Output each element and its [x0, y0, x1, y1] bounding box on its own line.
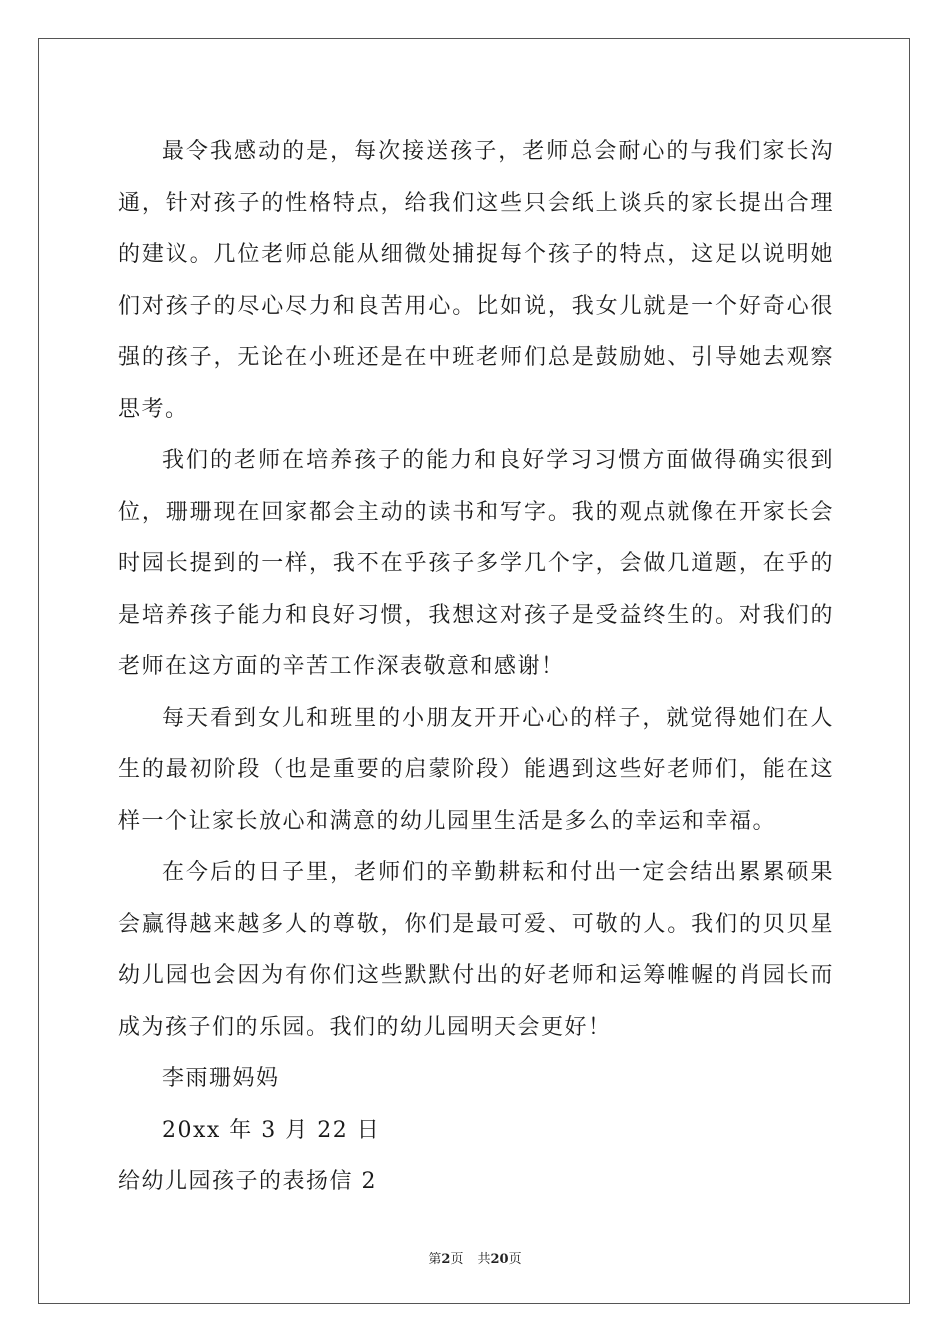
paragraph-1: 最令我感动的是，每次接送孩子，老师总会耐心的与我们家长沟通，针对孩子的性格特点，给我们这些只会纸上谈兵的家长提出合理的建议。几位老师总能从细微处捕捉每个孩子的特点，这足以说明她们对孩子的尽心尽力和良苦用心。比如说，我女儿就是一个好奇心很强的孩子，无论在小班还是在中班老师们总是鼓励她、引导她去观察思考。 [118, 139, 834, 422]
document-body [118, 126, 834, 1208]
total-suffix: 页 [508, 1252, 522, 1267]
total-pages: 20 [490, 1252, 509, 1267]
signature-name: 李雨珊妈妈 [162, 1066, 280, 1091]
page-current: 2 [441, 1252, 451, 1267]
next-letter-title: 给幼儿园孩子的表扬信 2 [118, 1169, 377, 1194]
paragraph-2: 我们的老师在培养孩子的能力和良好学习习惯方面做得确实很到位，珊珊现在回家都会主动的读书和写字。我的观点就像在开家长会时园长提到的一样，我不在乎孩子多学几个字，会做几道题，在乎的是培养孩子能力和良好习惯，我想这对孩子是受益终生的。对我们的老师在这方面的辛苦工作深表敬意和感谢！ [118, 448, 834, 679]
paragraph-3: 每天看到女儿和班里的小朋友开开心心的样子，就觉得她们在人生的最初阶段（也是重要的启蒙阶段）能遇到这些好老师们，能在这样一个让家长放心和满意的幼儿园里生活是多么的幸运和幸福。 [118, 705, 834, 834]
signature-date: 20xx 年 3 月 22 日 [162, 1117, 381, 1143]
page-prefix: 第 [428, 1252, 442, 1267]
page-footer [0, 1248, 950, 1267]
paragraph-4: 在今后的日子里，老师们的辛勤耕耘和付出一定会结出累累硕果会赢得越来越多人的尊敬，你们是最可爱、可敬的人。我们的贝贝星幼儿园也会因为有你们这些默默付出的好老师和运筹帷幄的肖园长而成为孩子们的乐园。我们的幼儿园明天会更好！ [118, 860, 834, 1040]
total-prefix: 共 [477, 1252, 491, 1267]
page-suffix: 页 [450, 1252, 464, 1267]
